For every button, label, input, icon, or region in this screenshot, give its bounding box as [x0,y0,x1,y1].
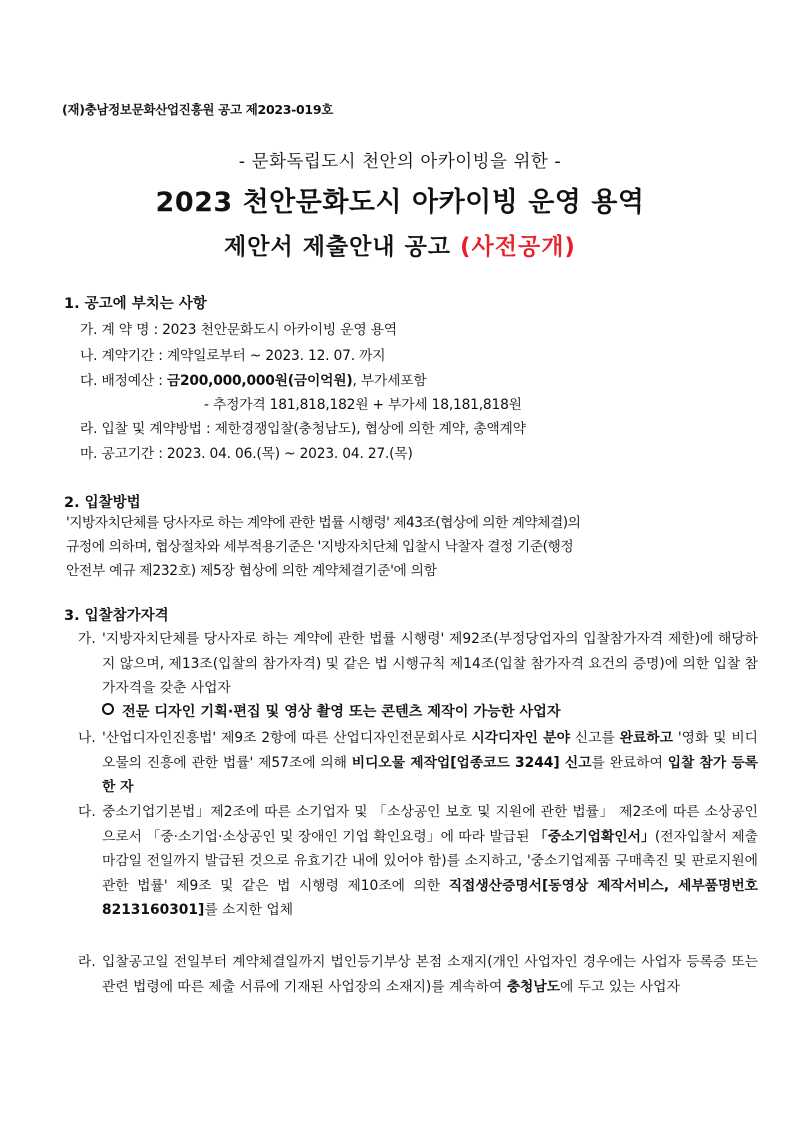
budget [80,369,427,389]
text-run: 중소기업기본법」제2조에 따른 소기업자 및 「소상공인 보호 및 지원에 관한 법률」 제2조에 따른 소상공인으로서 「중·소기업·소상공인 및 장애인 기업 확인요령」에 따라 발급된 [102,804,758,845]
qualification-na [78,726,758,800]
text-run: 입찰공고일 전일부터 계약체결일까지 법인등기부상 본점 소재지(개인 사업자인 경우에는 사업자 등록증 또는 관련 법령에 따른 제출 서류에 기재된 사업장의 소재지)를 계속하여 [102,954,758,995]
text-run: '영화 및 비디오물의 진흥에 관한 법률' 제57조에 의해 [102,730,758,771]
budget-note: , 부가세포함 [352,373,427,389]
title-line2-text: 제안서 제출안내 공고 [224,234,452,260]
qualification-ra [78,950,758,999]
text-run: (전자입찰서 제출 마감일 전일까지 발급된 것으로 유효기간 내에 있어야 함)를 소지하고, '중소기업제품 구매촉진 및 판로지원에 관한 법률' 제9조 및 같은 법 시행령 제10조에 의한 [102,828,759,894]
text-run-bold: 완료하고 [619,730,673,746]
budget-amount: 금200,000,000원(금이억원) [166,373,353,389]
text-run-bold: 입찰 참가 등록한 자 [102,754,758,796]
item-marker: 가. [78,631,96,647]
item-text [102,800,758,923]
contract-name: 가. 계 약 명 : 2023 천안문화도시 아카이빙 운영 용역 [80,322,397,338]
item-text [102,726,758,800]
item-marker: 다. [78,804,96,820]
text-run: '산업디자인진흥법' 제9조 2항에 따른 산업디자인전문회사로 [102,730,472,746]
document-title: 2023 천안문화도시 아카이빙 운영 용역 [155,187,645,218]
document-subtitle: - 문화독립도시 천안의 아카이빙을 위한 - [238,152,562,172]
text-run-bold: 충청남도 [506,978,561,995]
item-text [102,950,758,999]
document-title-line2 [0,228,800,261]
item-text: '지방자치단체를 당사자로 하는 계약에 관한 법률 시행령' 제92조(부정당업자의 입찰참가자격 제한)에 해당하지 않으며, 제13조(입찰의 참가자격) 및 같은 법 시행규칙 제14조(입찰 참가자격 요건의 증명)에 의한 입찰 참가자격을 갖춘 사업자 [102,631,758,697]
text-run: 에 두고 있는 사업자 [560,978,680,995]
item-marker: 나. [78,730,96,746]
section-1-heading: 1. 공고에 부치는 사항 [64,296,207,312]
text-run: 를 완료하여 [591,754,668,771]
text-run: 를 소지한 업체 [204,902,294,919]
text-run-bold: 「중소기업확인서」 [533,828,655,845]
item-marker: 라. [78,954,96,970]
text-run: 신고를 [569,730,620,746]
qualification-ga [78,627,758,701]
text-run-bold: 비디오물 제작업[업종코드 3244] 신고 [351,754,592,771]
section-3-heading: 3. 입찰참가자격 [64,608,169,624]
bullet-text: 전문 디자인 기획·편집 및 영상 촬영 또는 콘텐츠 제작이 가능한 사업자 [122,704,561,720]
contract-period: 나. 계약기간 : 계약일로부터 ~ 2023. 12. 07. 까지 [80,348,386,364]
bid-method: 라. 입찰 및 계약방법 : 제한경쟁입찰(충청남도), 협상에 의한 계약, 총액계약 [80,421,526,437]
method-line-2: 규정에 의하며, 협상절차와 세부적용기준은 '지방자치단체 입찰시 낙찰자 결정 기준(행정 [66,539,574,555]
qualification-bullet [102,701,561,721]
budget-label: 다. 배정예산 : [80,373,167,389]
text-run-bold: 직접생산증명서[동영상 제작서비스, 세부품명번호 8213160301] [102,877,758,919]
text-run-bold: 시각디자인 분야 [471,730,570,746]
pre-release-tag: (사전공개) [460,234,576,260]
qualification-da [78,800,758,923]
circle-bullet-icon [102,703,114,715]
notice-period: 마. 공고기간 : 2023. 04. 06.(목) ~ 2023. 04. 27.(목) [80,446,413,462]
method-line-1: '지방자치단체를 당사자로 하는 계약에 관한 법률 시행령' 제43조(협상에 의한 계약체결)의 [66,515,581,531]
section-2-heading: 2. 입찰방법 [64,495,141,511]
method-line-3: 안전부 예규 제232호) 제5장 협상에 의한 계약체결기준'에 의함 [66,563,437,579]
estimated-price: - 추정가격 181,818,182원 + 부가세 18,181,818원 [204,397,522,413]
notice-number: (재)충남정보문화산업진흥원 공고 제2023-019호 [62,102,334,117]
